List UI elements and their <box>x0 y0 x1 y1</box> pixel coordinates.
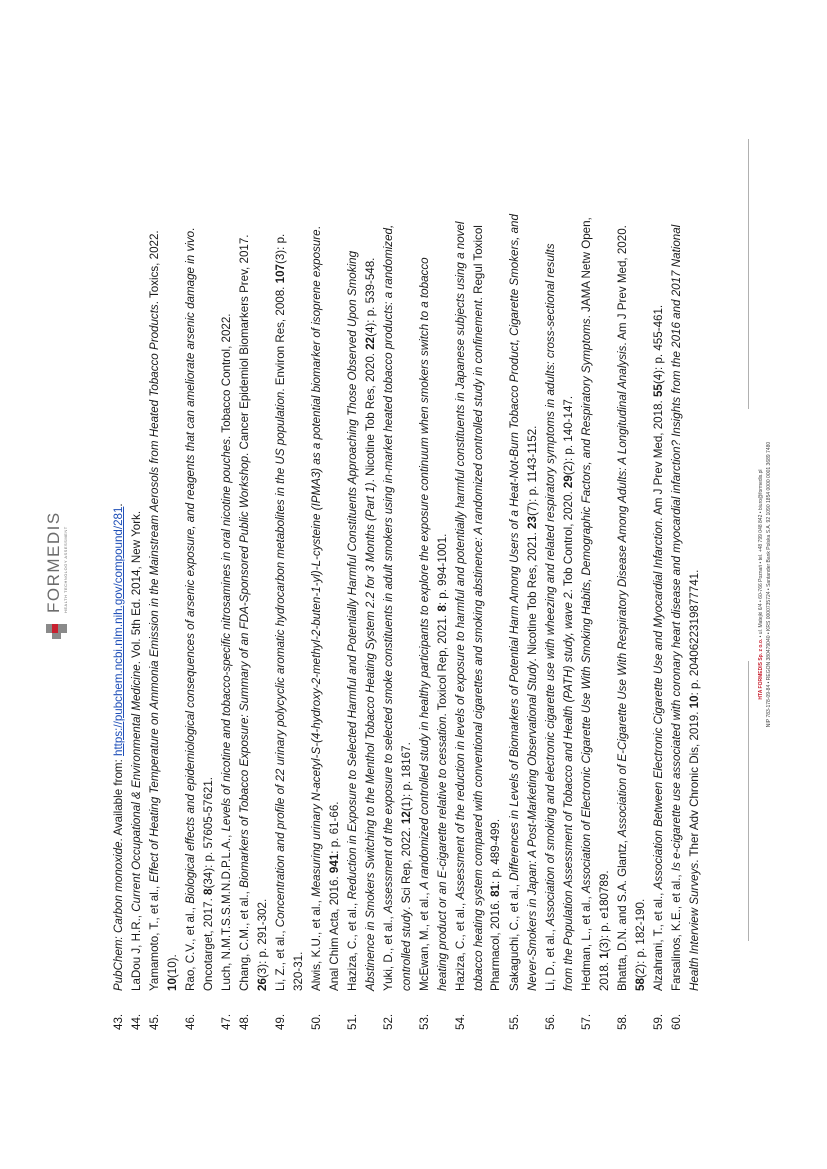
reference-number: 48. <box>238 1013 251 1030</box>
reference-text: Haziza, C., et al., Assessment of the reduction in levels of exposure to harmful and potentially harmful constituents in Japanese subjects using a novel tobacco heating system compared with conventional cigarettes and smoking abstinence: A randomized controlled study in confinement. Regul Toxicol Pharmacol, 2016. 81: p. 489-499. <box>454 221 503 991</box>
reference-link[interactable]: https://pubchem.ncbi.nlm.nih.gov/compound/281 <box>112 506 125 756</box>
footer-divider-right <box>748 139 749 409</box>
reference-number: 44. <box>130 1013 143 1030</box>
reference-number: 60. <box>670 1013 683 1030</box>
reference-number: 53. <box>418 1013 431 1030</box>
reference-number: 43. <box>112 1013 125 1030</box>
footer-address-line <box>758 0 764 1169</box>
reference-text: Hedman, L., et al., Association of Electronic Cigarette Use With Smoking Habits, Demographic Factors, and Respiratory Symptoms. JAMA Netw Open, 2018. 1(3): p. e180789. <box>580 217 611 991</box>
reference-number: 51. <box>346 1013 359 1030</box>
reference-text: Rao, C.V., et al., Biological effects and epidemiological consequences of arsenic exposure, and reagents that can ameliorate arsenic damage in vivo. Oncotarget, 2017. 8(34): p. 57605-57621. <box>184 227 215 991</box>
footer-company: HTA FORMEDIS Sp. z o.o. <box>758 638 764 700</box>
reference-number: 57. <box>580 1013 593 1030</box>
reference-text: Yuki, D., et al., Assessment of the exposure to selected smoke constituents in adult smokers using in-market heated tobacco products: a randomized, controlled study. Sci Rep, 2022. 12(1): p. 18167. <box>382 224 413 991</box>
reference-number: 50. <box>310 1013 323 1030</box>
reference-number: 46. <box>184 1013 197 1030</box>
reference-number: 58. <box>616 1013 629 1030</box>
footer-divider-left <box>748 661 749 941</box>
reference-number: 52. <box>382 1013 395 1030</box>
reference-text: Farsalinos, K.E., et al., Is e-cigarette use associated with coronary heart disease and myocardial infarction? Insights from the 2016 and 2017 National Health Interview Surveys. Ther Adv Chronic Dis, 2019. 10: p. 2040622319877741. <box>670 224 701 991</box>
reference-text: Alzahrani, T., et al., Association Between Electronic Cigarette Use and Myocardial Infarction. Am J Prev Med, 2018. 55(4): p. 455-461. <box>652 304 665 991</box>
reference-text: Alwis, K.U., et al., Measuring urinary N-acetyl-S-(4-hydroxy-2-methyl-2-buten-1-yl)-L-cysteine (IPMA3) as a potential biomarker of isoprene exposure. Anal Chim Acta, 2016. 941: p. 61-66. <box>310 226 341 991</box>
reference-text: LaDou J, H.R., Current Occupational & Environmental Medicine. Vol. 5th Ed. 2014, New York. <box>130 510 143 991</box>
reference-number: 55. <box>508 1013 521 1030</box>
reference-text: PubChem: Carbon monoxide. Available from: https://pubchem.ncbi.nlm.nih.gov/compound/281. <box>112 503 125 991</box>
reference-text: Sakaguchi, C., et al., Differences in Levels of Biomarkers of Potential Harm Among Users of a Heat-Not-Burn Tobacco Product, Cigarette Smokers, and Never-Smokers in Japan: A Post-Marketing Observational Study. Nicotine Tob Res, 2021. 23(7): p. 1143-1152. <box>508 214 539 991</box>
reference-number: 59. <box>652 1013 665 1030</box>
reference-number: 56. <box>544 1013 557 1030</box>
formedis-logo <box>44 511 74 639</box>
reference-number: 54. <box>454 1013 467 1030</box>
reference-text: Luch, N.M.T.S.S.M.N.D.P.L.A., Levels of nicotine and tobacco-specific nitrosamines in oral nicotine pouches. Tobacco Control, 2022. <box>220 313 233 991</box>
reference-number: 47. <box>220 1013 233 1030</box>
reference-text: Bhatta, D.N. and S.A. Glantz, Association of E-Cigarette Use With Respiratory Disease Among Adults: A Longitudinal Analysis. Am J Prev Med, 2020. 58(2): p. 182-190. <box>616 225 647 991</box>
logo-subtitle: HEALTH TECHNOLOGY ASSESSMENT <box>63 526 68 613</box>
reference-text: McEwan, M., et al., A randomized controlled study in healthy participants to explore the exposure continuum when smokers switch to a tobacco heating product or an E-cigarette relative to cessation. Toxicol Rep, 2021. 8: p. 994-1001. <box>418 257 449 991</box>
footer-address: • ul. Matejki 6/4 • 60-766 Poznań • tel. +48 799 048 842 • biuro@formedis.pl <box>758 469 764 639</box>
reference-number: 49. <box>274 1013 287 1030</box>
reference-text: Chang, C.M., et al., Biomarkers of Tobacco Exposure: Summary of an FDA-Sponsored Public Workshop. Cancer Epidemiol Biomarkers Prev, 2017. 26(3): p. 291-302. <box>238 234 269 991</box>
reference-text: Li, Z., et al., Concentration and profile of 22 urinary polycyclic aromatic hydrocarbon metabolites in the US population. Environ Res, 2008. 107(3): p. 320-31. <box>274 233 305 991</box>
reference-text: Li, D., et al., Association of smoking and electronic cigarette use with wheezing and related respiratory symptoms in adults: cross-sectional results from the Population Assessment of Tobacco and Health (PATH) study, wave 2. Tob Control, 2020. 29(2): p. 140-147. <box>544 243 575 991</box>
reference-text: Haziza, C., et al., Reduction in Exposure to Selected Harmful and Potentially Harmful Constituents Approaching Those Observed Upon Smoking Abstinence in Smokers Switching to the Menthol Tobacco Heating System 2.2 for 3 Months (Part 1). Nicotine Tob Res, 2020. 22(4): p. 539-548. <box>346 250 377 991</box>
reference-number: 45. <box>148 1013 161 1030</box>
logo-name: FORMEDIS <box>44 511 63 613</box>
reference-text: Yamamoto, T., et al., Effect of Heating Temperature on Ammonia Emission in the Mainstream Aerosols from Heated Tobacco Products. Toxics, 2022. 10(10). <box>148 230 179 991</box>
footer-registry: NIP 783-178-09-84 • REGON 380479040 • KRS 0000735724 • Santander Bank Polska S.A. 92 1090 1854 0000 0001 3689 7480 <box>766 441 772 728</box>
formedis-logo-icon <box>46 617 68 639</box>
